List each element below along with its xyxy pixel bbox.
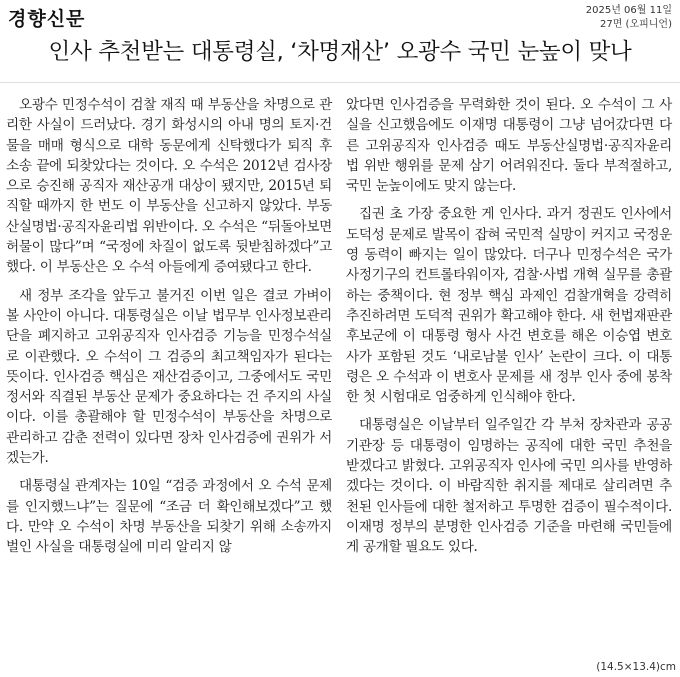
article-paragraph: 대통령실 관계자는 10일 “검증 과정에서 오 수석 문제를 인지했느냐”는 질문에 “조금 더 확인해보겠다”고 했다. 만약 오 수석이 차명 부동산을 되찾기 위해 소송까지 벌인 사실을 대통령실에 미리 알리지 않 (6, 478, 332, 556)
article-paragraph: 대통령실은 이날부터 일주일간 각 부처 장차관과 공공기관장 등 대통령이 임명하는 공직에 대한 국민 추천을 받겠다고 밝혔다. 고위공직자 인사에 국민 의사를 반영하겠다는 것이다. 이 바람직한 취지를 제대로 살리려면 추천된 인사들에 대한 철저하고 투명한 검증이 필수적이다. 이재명 정부의 분명한 인사검증 기준을 마련해 국민들에게 공개할 필요도 있다. (346, 417, 672, 556)
article-paragraph: 오광수 민정수석이 검찰 재직 때 부동산을 차명으로 관리한 사실이 드러났다. 경기 화성시의 아내 명의 토지·건물을 매매 형식으로 대학 동문에게 신탁했다가 퇴직 후 소송 끝에 되찾았다는 것이다. 오 수석은 2012년 검사장으로 승진해 공직자 재산공개 대상이 됐지만, 2015년 퇴직할 때까지 한 번도 이 부동산을 신고하지 않았다. 부동산실명법·공직자윤리법 위반이다. 오 수석은 “뒤돌아보면 허물이 많다”며 “국정에 차질이 없도록 뒷받침하겠다”고 했다. 이 부동산은 오 수석 아들에게 증여됐다고 한다. (6, 97, 332, 276)
newspaper-name: 경향신문 (8, 8, 86, 30)
article-column-left (6, 95, 332, 566)
article-paragraph: 집권 초 가장 중요한 게 인사다. 과거 정권도 인사에서 도덕성 문제로 발목이 잡혀 국민적 실망이 커지고 국정운영 동력이 빠지는 일이 많았다. 더구나 민정수석은 국가 사정기구의 컨트롤타워이자, 검찰·사법 개혁 실무를 총괄하는 중책이다. 현 정부 핵심 과제인 검찰개혁을 강력히 추진하려면 도덕적 권위가 확고해야 한다. 새 헌법재판관 후보군에 이 대통령 형사 사건 변호를 해온 이승엽 변호사가 포함된 것도 ‘내로남불 인사’ 논란이 크다. 이 대통령은 오 수석과 이 변호사 문제를 새 정부 인사 중에 봉착한 첫 시험대로 엄중하게 인식해야 한다. (346, 206, 672, 406)
issue-date: 2025년 06월 11일 (585, 5, 672, 16)
headline-divider (0, 82, 680, 83)
page-section: 27면 (오피니언) (599, 19, 672, 30)
issue-meta (586, 4, 672, 32)
clipping-size: (14.5×13.4)cm (596, 661, 676, 673)
article-paragraph: 았다면 인사검증을 무력화한 것이 된다. 오 수석이 그 사실을 신고했음에도 이재명 대통령이 그냥 넘어갔다면 다른 고위공직자 인사검증 때도 부동산실명법·공직자윤리법 위반 행위를 문제 삼기 어려워진다. 둘다 부적절하고, 국민 눈높이에도 맞지 않는다. (346, 97, 672, 195)
article-paragraph: 새 정부 조각을 앞두고 불거진 이번 일은 결코 가벼이 볼 사안이 아니다. 대통령실은 이날 법무부 인사정보관리단을 폐지하고 고위공직자 인사검증 기능을 민정수석실로 이관했다. 오 수석이 그 검증의 최고책임자가 된다는 뜻이다. 인사검증 핵심은 재산검증이고, 그중에서도 국민 정서와 직결된 부동산 문제가 중요하다는 건 주지의 사실이다. 이를 총괄해야 할 민정수석이 부동산을 차명으로 관리하고 감춘 전력이 있다면 장차 인사검증에 권위가 서겠는가. (6, 287, 332, 467)
article-column-right (346, 95, 672, 566)
article-headline: 인사 추천받는 대통령실, ‘차명재산’ 오광수 국민 눈높이 맞나 (48, 39, 632, 65)
